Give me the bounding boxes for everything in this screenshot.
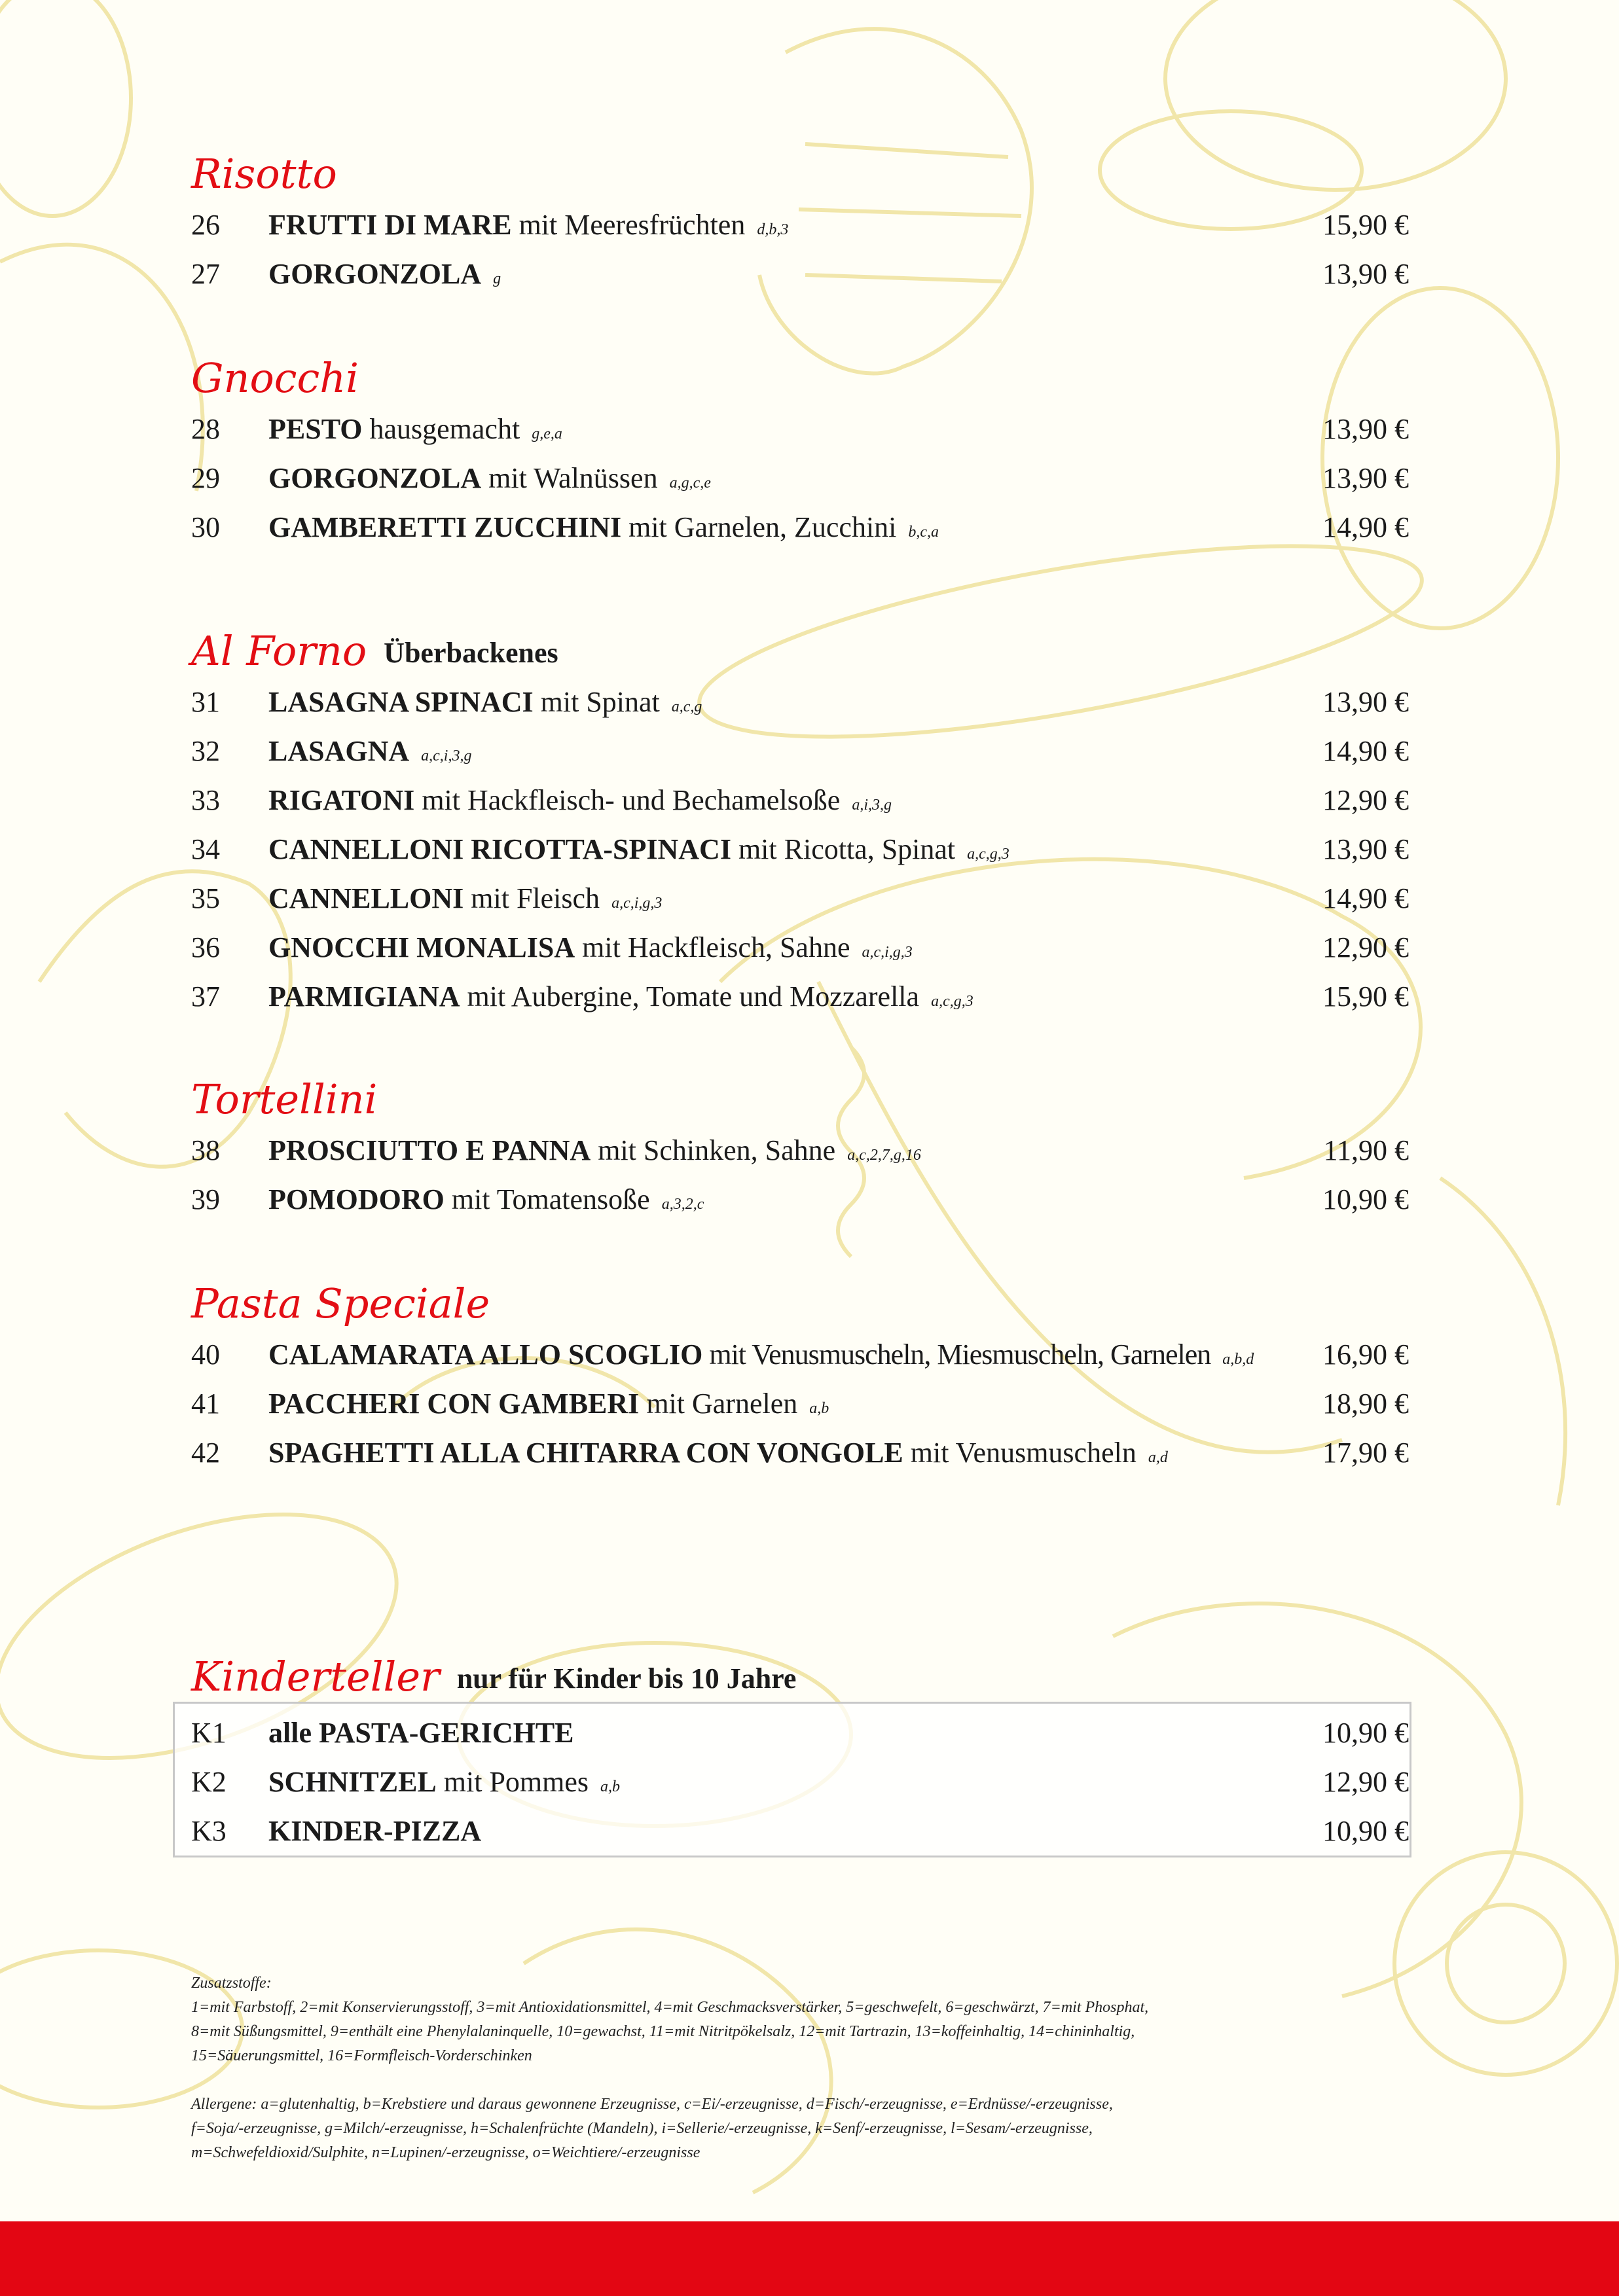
menu-item: 34 CANNELLONI RICOTTA-SPINACI mit Ricotta, Spinat a,c,g,3 13,90 € bbox=[191, 833, 1409, 865]
allergene-line: Allergene: a=glutenhaltig, b=Krebstiere und daraus gewonnene Erzeugnisse, c=Ei/-erzeugnisse, d=Fisch/-erzeugnisse, e=Erdnüsse/-erzeugnisse, bbox=[191, 2096, 1113, 2113]
menu-item: 42 SPAGHETTI ALLA CHITARRA CON VONGOLE mit Venusmuscheln a,d 17,90 € bbox=[191, 1437, 1409, 1469]
footer-red-bar bbox=[0, 2221, 1619, 2296]
menu-item: 39 POMODORO mit Tomatensoße a,3,2,c 10,90 € bbox=[191, 1183, 1409, 1215]
menu-item: 41 PACCHERI CON GAMBERI mit Garnelen a,b 18,90 € bbox=[191, 1388, 1409, 1420]
section-heading: Pasta Speciale bbox=[191, 1280, 490, 1327]
zusatz-line: 8=mit Süßungsmittel, 9=enthält eine Phenylalaninquelle, 10=gewachst, 11=mit Nitritpökelsalz, 12=mit Tartrazin, 13=koffeinhaltig, 14=chininhaltig, bbox=[191, 2023, 1135, 2040]
section-pasta-speciale bbox=[191, 1278, 1409, 1477]
menu-item: 38 PROSCIUTTO E PANNA mit Schinken, Sahne a,c,2,7,g,16 11,90 € bbox=[191, 1134, 1409, 1166]
section-heading: Gnocchi bbox=[191, 354, 359, 402]
menu-item: 37 PARMIGIANA mit Aubergine, Tomate und Mozzarella a,c,g,3 15,90 € bbox=[191, 980, 1409, 1013]
section-kinderteller bbox=[191, 1651, 1409, 1850]
zusatz-title: Zusatzstoffe: bbox=[191, 1975, 272, 1992]
section-heading: Al Forno Überbackenes bbox=[191, 627, 558, 675]
allergene-line: f=Soja/-erzeugnisse, g=Milch/-erzeugnisse, h=Schalenfrüchte (Mandeln), i=Sellerie/-erzeugnisse, k=Senf/-erzeugnisse, l=Sesam/-erzeugnisse, bbox=[191, 2120, 1093, 2137]
footnotes bbox=[191, 1971, 1409, 2165]
menu-item: 30 GAMBERETTI ZUCCHINI mit Garnelen, Zucchini b,c,a 14,90 € bbox=[191, 511, 1409, 543]
menu-item: K2 SCHNITZEL mit Pommes a,b 12,90 € bbox=[191, 1766, 1409, 1798]
menu-item: 40 CALAMARATA ALLO SCOGLIO mit Venusmuscheln, Miesmuscheln, Garnelen a,b,d 16,90 € bbox=[191, 1338, 1409, 1371]
zusatz-line: 15=Säuerungsmittel, 16=Formfleisch-Vorderschinken bbox=[191, 2047, 532, 2064]
section-tortellini bbox=[191, 1073, 1409, 1224]
allergene-line: m=Schwefeldioxid/Sulphite, n=Lupinen/-erzeugnisse, o=Weichtiere/-erzeugnisse bbox=[191, 2144, 700, 2161]
menu-item: 31 LASAGNA SPINACI mit Spinat a,c,g 13,90 € bbox=[191, 686, 1409, 718]
section-al-forno bbox=[191, 625, 1409, 1021]
menu-item: 27 GORGONZOLA g 13,90 € bbox=[191, 258, 1409, 290]
section-heading: Kinderteller nur für Kinder bis 10 Jahre bbox=[191, 1653, 797, 1700]
menu-item: K1 alle PASTA-GERICHTE 10,90 € bbox=[191, 1717, 1409, 1749]
menu-item: 35 CANNELLONI mit Fleisch a,c,i,g,3 14,90 € bbox=[191, 882, 1409, 914]
section-heading: Tortellini bbox=[191, 1075, 378, 1123]
section-heading: Risotto bbox=[191, 150, 337, 198]
zusatz-line: 1=mit Farbstoff, 2=mit Konservierungsstoff, 3=mit Antioxidationsmittel, 4=mit Geschmacksverstärker, 5=geschwefelt, 6=geschwärzt, 7=mit Phosphat, bbox=[191, 1999, 1149, 2016]
menu-item: 33 RIGATONI mit Hackfleisch- und Bechamelsoße a,i,3,g 12,90 € bbox=[191, 784, 1409, 816]
menu-item: 36 GNOCCHI MONALISA mit Hackfleisch, Sahne a,c,i,g,3 12,90 € bbox=[191, 931, 1409, 963]
menu-item: 32 LASAGNA a,c,i,3,g 14,90 € bbox=[191, 735, 1409, 767]
menu-item: 29 GORGONZOLA mit Walnüssen a,g,c,e 13,90 € bbox=[191, 462, 1409, 494]
menu-item: K3 KINDER-PIZZA 10,90 € bbox=[191, 1815, 1409, 1847]
section-gnocchi bbox=[191, 352, 1409, 552]
menu-item: 28 PESTO hausgemacht g,e,a 13,90 € bbox=[191, 413, 1409, 445]
menu-item: 26 FRUTTI DI MARE mit Meeresfrüchten d,b,3 15,90 € bbox=[191, 209, 1409, 241]
section-risotto bbox=[191, 148, 1409, 298]
